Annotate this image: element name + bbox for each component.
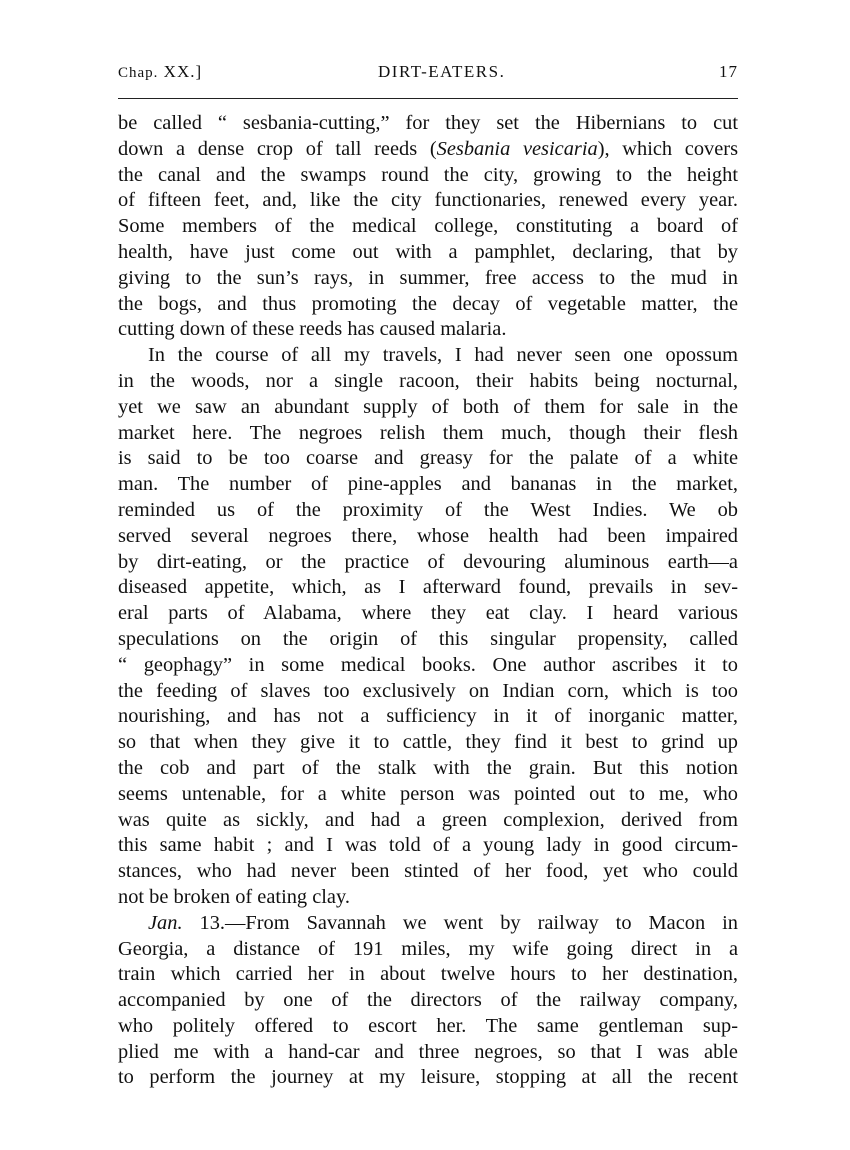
text-line: in the woods, nor a single racoon, their habits being nocturnal, <box>118 369 738 392</box>
paragraph-2 <box>118 343 738 911</box>
text-line: health, have just come out with a pamphlet, declaring, that by <box>118 240 738 263</box>
running-head <box>118 62 738 86</box>
text-line: Georgia, a distance of 191 miles, my wife going direct in a <box>118 937 738 960</box>
text-line: Some members of the medical college, constituting a board of <box>118 215 738 238</box>
date-label: Jan. <box>148 911 183 934</box>
text-line: is said to be too coarse and greasy for the palate of a white <box>118 447 738 470</box>
text-line: giving to the sun’s rays, in summer, free access to the mud in <box>118 266 738 289</box>
text-line: man. The number of pine-apples and bananas in the market, <box>118 473 738 496</box>
text-line: the cob and part of the stalk with the grain. But this notion <box>118 756 738 779</box>
text-line: be called “ sesbania-cutting,” for they set the Hibernians to cut <box>118 112 738 134</box>
text-line: the canal and the swamps round the city, growing to the height <box>118 163 738 186</box>
text-line <box>118 911 738 937</box>
chapter-number: XX.] <box>163 62 203 81</box>
text-line: train which carried her in about twelve hours to her destination, <box>118 963 738 986</box>
text-line: was quite as sickly, and had a green complexion, derived from <box>118 808 738 831</box>
running-title: DIRT-EATERS. <box>378 62 506 81</box>
text-line: reminded us of the proximity of the West Indies. We ob <box>118 498 738 521</box>
chapter-label <box>118 62 202 82</box>
body-text <box>118 111 738 1091</box>
text-line: In the course of all my travels, I had never seen one opossum <box>148 344 738 367</box>
text-line: seems untenable, for a white person was pointed out to me, who <box>118 782 738 805</box>
text-line: so that when they give it to cattle, they find it best to grind up <box>118 731 738 754</box>
text-line <box>118 137 738 163</box>
text-segment: ), which covers <box>597 137 739 160</box>
text-line: accompanied by one of the directors of the railway company, <box>118 989 738 1012</box>
text-line: yet we saw an abundant supply of both of them for sale in the <box>118 395 738 418</box>
text-line: plied me with a hand-car and three negroes, so that I was able <box>118 1040 738 1063</box>
page-number: 17 <box>719 62 738 81</box>
text-line: cutting down of these reeds has caused malaria. <box>118 318 507 341</box>
text-line: the bogs, and thus promoting the decay of vegetable matter, the <box>118 292 738 315</box>
text-line: of fifteen feet, and, like the city functionaries, renewed every year. <box>118 189 738 212</box>
text-segment: down a dense crop of tall reeds ( <box>118 137 437 160</box>
text-line: served several negroes there, whose health had been impaired <box>118 524 738 547</box>
text-segment: 13.—From Savannah we went by railway to Macon in <box>182 911 738 934</box>
text-line: who politely offered to escort her. The same gentleman sup- <box>118 1014 738 1037</box>
header-rule <box>118 98 738 99</box>
chapter-abbrev: Chap. <box>118 65 159 81</box>
text-line: by dirt-eating, or the practice of devouring aluminous earth—a <box>118 550 738 573</box>
text-line: speculations on the origin of this singular propensity, called <box>118 627 738 650</box>
text-line: the feeding of slaves too exclusively on Indian corn, which is too <box>118 679 738 702</box>
text-line: “ geophagy” in some medical books. One author ascribes it to <box>118 653 738 676</box>
paragraph-3 <box>118 911 738 1092</box>
text-line: nourishing, and has not a sufficiency in it of inorganic matter, <box>118 705 738 728</box>
paragraph-1 <box>118 111 738 343</box>
text-line: market here. The negroes relish them much, though their flesh <box>118 421 738 444</box>
italic-species-name: Sesbania vesicaria <box>436 137 598 160</box>
text-line: diseased appetite, which, as I afterward found, prevails in sev- <box>118 576 738 599</box>
text-line: this same habit ; and I was told of a young lady in good circum- <box>118 834 738 857</box>
text-line: eral parts of Alabama, where they eat clay. I heard various <box>118 602 738 625</box>
text-line: stances, who had never been stinted of her food, yet who could <box>118 860 738 883</box>
text-line: not be broken of eating clay. <box>118 885 350 908</box>
text-line: to perform the journey at my leisure, stopping at all the recent <box>118 1066 738 1089</box>
